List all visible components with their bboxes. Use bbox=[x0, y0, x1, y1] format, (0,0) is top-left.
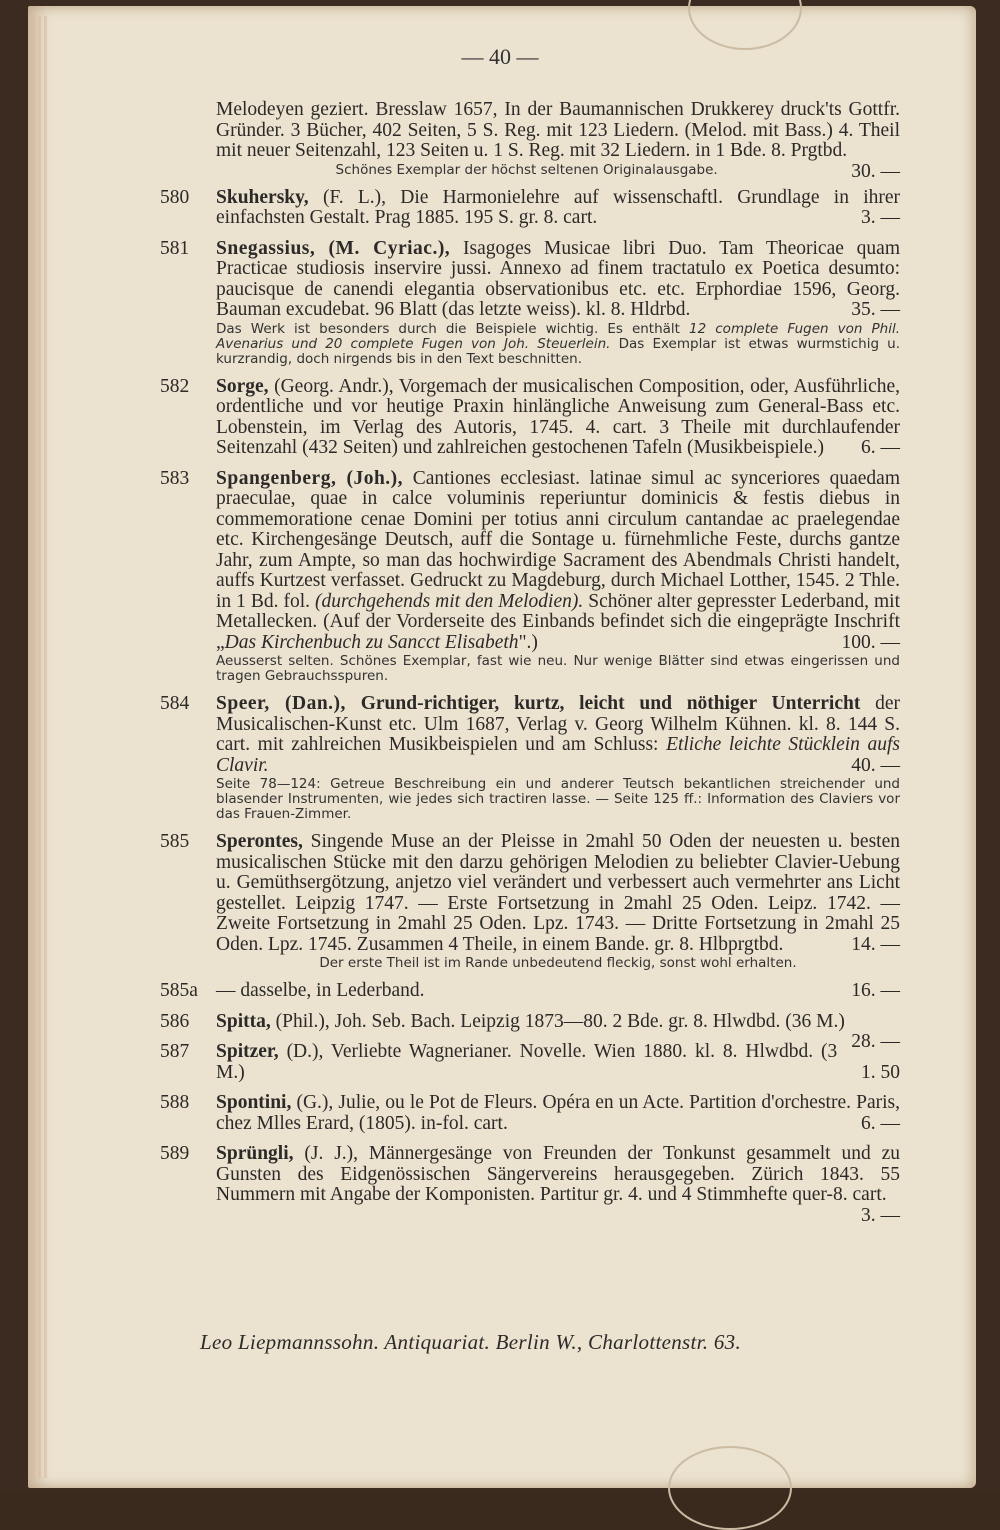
entry-note bbox=[160, 322, 900, 367]
catalog-entry bbox=[160, 469, 900, 685]
page-damage bbox=[668, 1446, 792, 1530]
entry-text: Singende Muse an der Pleisse in 2mahl 50 Oden der neuesten u. besten musicalischen Stücke mit den darzu gehörigen Melodien zu beliebter Clavier-Uebung u. Gemüthsergötzung, anjetzo viel verändert und verbessert auch vermehrter ans Licht gestellet. Leipzig 1747. — Erste Fortsetzung in 2mahl 25 Oden. Leipz. 1742. — Zweite Fortsetzung in 2mahl 25 Oden. Lpz. 1743. — Dritte Fortsetzung in 2mahl 25 Oden. Lpz. 1745. Zusammen 4 Theile, in einem Bande. gr. 8. Hlbprgtbd. bbox=[216, 831, 900, 955]
entry-price: 28. — bbox=[851, 1031, 900, 1052]
entry-italic: (durchgehends mit den Melodien). bbox=[315, 590, 584, 612]
catalog-entry bbox=[160, 981, 900, 1002]
page-footer: Leo Liepmannssohn. Antiquariat. Berlin W., Charlottenstr. 63. bbox=[200, 1330, 742, 1354]
page-edge bbox=[32, 16, 35, 1478]
entry-number: 583 bbox=[160, 467, 190, 489]
page-edge bbox=[44, 16, 47, 1478]
entry-text: (Georg. Andr.), Vorgemach der musicalischen Composition, oder, Ausführliche, ordentliche und vor heutige Praxin hinlängliche Anweisung zum General-Bass etc. Lobenstein, im Verlag des Autoris, 1745. 4. cart. 3 Theile mit durchlaufender Seitenzahl (432 Seiten) und zahlreichen gestochenen Tafeln (Musikbeispiele.) bbox=[216, 375, 900, 458]
entry-note: Seite 78—124: Getreue Beschreibung ein und anderer Teutsch bekantlichen streichender und blasender Instrumenten, wie jedes sich tractiren lasse. — Seite 125 ff.: Information des Claviers vor das Frauen-Zimmer. bbox=[216, 776, 900, 822]
entry-text: Cantiones ecclesiast. latinae simul ac synceriores quaedam praeculae, quae in calce voluminis reperiuntur dominicis & festis diebus in commemoratione cenae Domini per totius anni circulum cantandae ac praelegendae etc. Kirchengesänge Deutsch, auff die Sontage u. fürnehmliche Feste, durchs gantze Jahr, zum Ampte, so man das hochwirdige Sacrament des Abendmals Christi handelt, auffs Kurtzest verfasset. Gedruckt zu Magdeburg, durch Michael Lotther, 1545. 2 Thle. in 1 Bd. fol. bbox=[216, 467, 901, 612]
entry-price: 3. — bbox=[861, 1204, 900, 1226]
entry-number: 585 bbox=[160, 831, 190, 852]
entry-number: 589 bbox=[160, 1143, 190, 1164]
entry-italic: Etliche leichte Stücklein aufs Clavir. bbox=[216, 734, 900, 776]
page-number: — 40 — bbox=[461, 44, 539, 69]
entry-price: 3. — bbox=[861, 207, 900, 228]
page-damage bbox=[688, 0, 802, 50]
entry-number: 585a bbox=[160, 980, 198, 1001]
entry-author: Sprüngli, bbox=[216, 1143, 294, 1164]
entry-number: 582 bbox=[160, 375, 190, 397]
entry-number: 580 bbox=[160, 186, 190, 208]
entry-text: ".) bbox=[518, 631, 538, 653]
entry-text: (J. J.), Männergesänge von Freunden der Tonkunst gesammelt und zu Gunsten des Eidgenössischen Sängervereins herausgegeben. Zürich 1843. 55 Nummern mit Angabe der Komponisten. Partitur gr. 4. und 4 Stimmhefte quer-8. cart. bbox=[216, 1143, 901, 1205]
entry-author: Sperontes, bbox=[216, 831, 303, 852]
entry-text: Isagoges Musicae libri Duo. Tam Theoricae quam Practicae studiosis inservire jussi. Annexo ad finem tractatulo ex Poetica desumto: paucisque de canendi elegantia observationibus etc. etc. Erphordiae 1596, Georg. Bauman excudebat. 96 Blatt (das letzte weiss). kl. 8. Hldrbd. bbox=[216, 237, 901, 320]
entry-author: Spitta, bbox=[216, 1010, 271, 1032]
entry-price: 100. — bbox=[841, 631, 900, 653]
catalog-entry bbox=[160, 188, 900, 229]
note-text: Das Exemplar ist etwas wurmstichig u. kurzrandig, doch nirgends bis in den Text beschnitten. bbox=[216, 335, 901, 367]
entry-author: Spitzer, bbox=[216, 1041, 279, 1062]
entry-text: (F. L.), Die Harmonielehre auf wissenschaftl. Grundlage in ihrer einfachsten Gestalt. Prag 1885. 195 S. gr. 8. cart. bbox=[216, 186, 901, 228]
entry-number: 586 bbox=[160, 1010, 190, 1032]
catalog-entry bbox=[160, 377, 900, 459]
entry-italic: Das Kirchenbuch zu Sancct Elisabeth bbox=[224, 631, 519, 653]
catalog-entry bbox=[160, 239, 900, 367]
entry-text: — dasselbe, in Lederband. bbox=[216, 980, 425, 1001]
catalog-entry bbox=[160, 1143, 901, 1226]
entry-note: Aeusserst selten. Schönes Exemplar, fast wie neu. Nur wenige Blätter sind etwas eingerissen und tragen Gebrauchsspuren. bbox=[216, 653, 900, 684]
entry-price: 35. — bbox=[851, 299, 900, 320]
entry-author: Spangenberg, (Joh.), bbox=[216, 467, 404, 489]
entry-number: 588 bbox=[160, 1092, 190, 1113]
page-edge bbox=[38, 16, 41, 1478]
entry-author: Sorge, bbox=[216, 375, 269, 397]
catalog-entry-continued bbox=[160, 99, 900, 182]
entry-text: (Phil.), Joh. Seb. Bach. Leipzig 1873—80. 2 Bde. gr. 8. Hlwdbd. (36 M.) bbox=[275, 1010, 845, 1032]
catalog-entry bbox=[160, 1042, 900, 1083]
entry-note: Der erste Theil ist im Rande unbedeutend fleckig, sonst wohl erhalten. bbox=[319, 955, 797, 971]
entry-note: Schönes Exemplar der höchst seltenen Originalausgabe. bbox=[335, 161, 718, 178]
entry-price: 40. — bbox=[851, 754, 900, 776]
entry-price: 1. 50 bbox=[861, 1061, 900, 1083]
entry-price: 6. — bbox=[861, 437, 900, 458]
entry-number: 581 bbox=[160, 237, 190, 259]
entry-author: Spontini, bbox=[216, 1092, 292, 1113]
entry-text: (G.), Julie, ou le Pot de Fleurs. Opéra en un Acte. Partition d'orchestre. Paris, chez Mlles Erard, (1805). in-fol. cart. bbox=[216, 1092, 900, 1134]
catalog-text bbox=[160, 100, 900, 1226]
entry-title: Grund-richtiger, kurtz, leicht und nöthiger Unterricht bbox=[360, 693, 861, 714]
entry-author: Snegassius, (M. Cyriac.), bbox=[216, 237, 451, 259]
note-text: Das Werk ist besonders durch die Beispiele wichtig. Es enthält bbox=[216, 320, 680, 337]
entry-number: 584 bbox=[160, 693, 190, 714]
note-italic: 12 complete Fugen von Phil. Avenarius und 20 complete Fugen von Joh. Steuerlein. bbox=[216, 320, 900, 352]
catalog-entry bbox=[160, 832, 900, 971]
entry-text: (D.), Verliebte Wagnerianer. Novelle. Wien 1880. kl. 8. Hlwdbd. (3 M.) bbox=[216, 1041, 838, 1083]
entry-price: 30. — bbox=[851, 160, 900, 182]
entry-price: 6. — bbox=[861, 1112, 900, 1134]
entry-text: Melodeyen geziert. Bresslaw 1657, In der Baumannischen Drukkerey druck'ts Gottfr. Gründer. 3 Bücher, 402 Seiten, 5 S. Reg. mit 123 Liedern. (Melod. mit Bass.) 4. Theil mit neuer Seitenzahl, 123 Seiten u. 1 S. Reg. mit 32 Liedern. in 1 Bde. 8. Prgtbd. bbox=[216, 99, 900, 161]
entry-price: 14. — bbox=[851, 933, 900, 955]
entry-author: Speer, (Dan.), bbox=[216, 693, 346, 714]
catalog-entry bbox=[160, 694, 900, 822]
entry-price: 16. — bbox=[851, 980, 900, 1001]
entry-author: Skuhersky, bbox=[216, 186, 309, 208]
entry-text: der Musicalischen-Kunst etc. Ulm 1687, Verlag v. Georg Wilhelm Kühnen. kl. 8. 144 S. cart. mit zahlreichen Musikbeispielen und am Schluss: bbox=[216, 693, 901, 755]
entry-number: 587 bbox=[160, 1041, 190, 1062]
entry-text: Schöner alter gepresster Lederband, mit Metallecken. (Auf der Vorderseite des Einbands befindet sich die eingeprägte Inschrift „ bbox=[216, 590, 900, 653]
catalog-entry bbox=[160, 1093, 900, 1134]
